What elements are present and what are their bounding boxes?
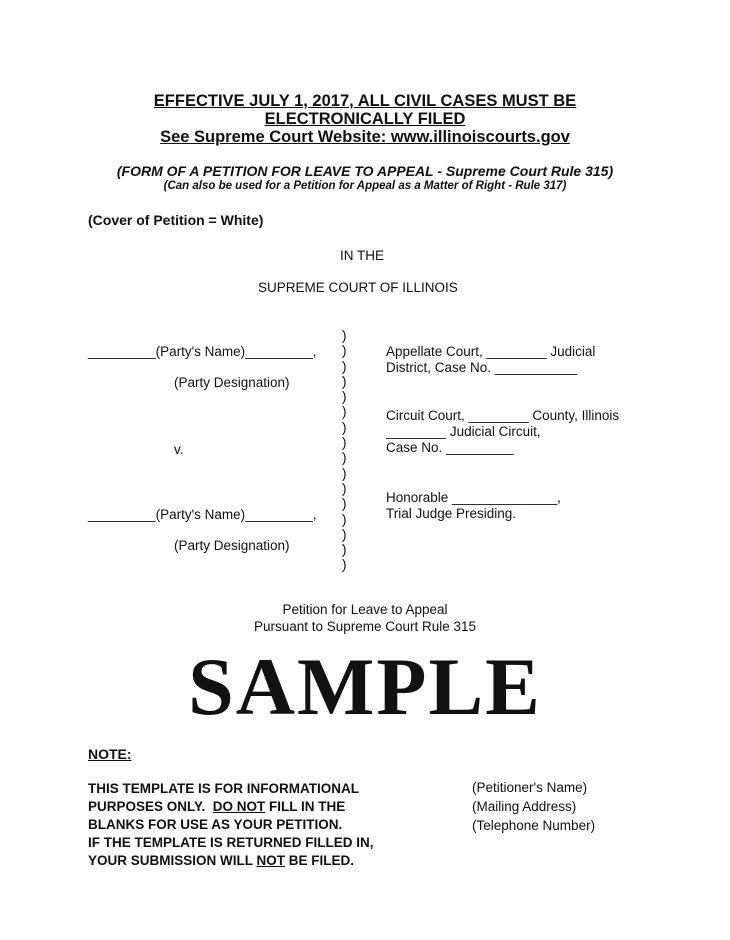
note-line-3: BLANKS FOR USE AS YOUR PETITION. [88,817,343,832]
header-line-2: ELECTRONICALLY FILED [264,110,466,128]
header-line-1: EFFECTIVE JULY 1, 2017, ALL CIVIL CASES MUST BE [153,92,577,110]
appellate-court-line-1: Appellate Court, ________ Judicial [386,344,596,359]
petitioner-name: (Petitioner's Name) [472,780,588,795]
note-body [88,780,374,870]
court-name: SUPREME COURT OF ILLINOIS [258,280,458,295]
cover-note: (Cover of Petition = White) [88,212,264,228]
versus-label: v. [174,442,184,457]
circuit-court-line-1: Circuit Court, ________ County, Illinois [386,408,620,423]
petitioner-phone: (Telephone Number) [472,818,596,833]
appellate-court-line-2: District, Case No. ___________ [386,360,578,375]
note-line-5a: YOUR SUBMISSION WILL [88,853,257,868]
petitioner-address: (Mailing Address) [472,799,577,814]
party2-designation: (Party Designation) [174,538,290,553]
petition-line-1: Petition for Leave to Appeal [282,602,448,617]
circuit-court-case-no: Case No. _________ [386,440,514,455]
form-subtitle: (Can also be used for a Petition for Appeal as a Matter of Right - Rule 317) [163,180,567,192]
sample-watermark: SAMPLE [188,641,542,732]
in-the-label: IN THE [340,248,385,263]
note-line-1: THIS TEMPLATE IS FOR INFORMATIONAL [88,781,359,796]
party1-designation: (Party Designation) [174,375,290,390]
party2-name-line: _________(Party's Name)_________, [88,507,317,522]
judge-line-2: Trial Judge Presiding. [386,506,517,521]
petition-line-2: Pursuant to Supreme Court Rule 315 [253,619,477,634]
note-not: NOT [256,853,286,868]
note-heading: NOTE: [88,746,132,762]
note-line-2a: PURPOSES ONLY. [88,799,213,814]
note-line-2 [88,798,374,816]
form-title: (FORM OF A PETITION FOR LEAVE TO APPEAL - Supreme Court Rule 315) [116,163,614,179]
note-line-5c: BE FILED. [285,853,355,868]
note-do-not: DO NOT [212,799,266,814]
note-line-5 [88,852,374,870]
petitioner-block [472,778,595,835]
header-line-3: See Supreme Court Website: www.illinoiscourts.gov [160,128,570,146]
circuit-court-line-2: ________ Judicial Circuit, [386,424,541,439]
party1-name-line: _________(Party's Name)_________, [88,344,317,359]
caption-parentheses: ) ) ) ) ) ) ) ) ) ) ) ) ) ) ) ) [342,328,347,573]
judge-line-1: Honorable ______________, [386,490,561,505]
note-line-2c: FILL IN THE [265,799,346,814]
note-line-4: IF THE TEMPLATE IS RETURNED FILLED IN, [88,835,374,850]
